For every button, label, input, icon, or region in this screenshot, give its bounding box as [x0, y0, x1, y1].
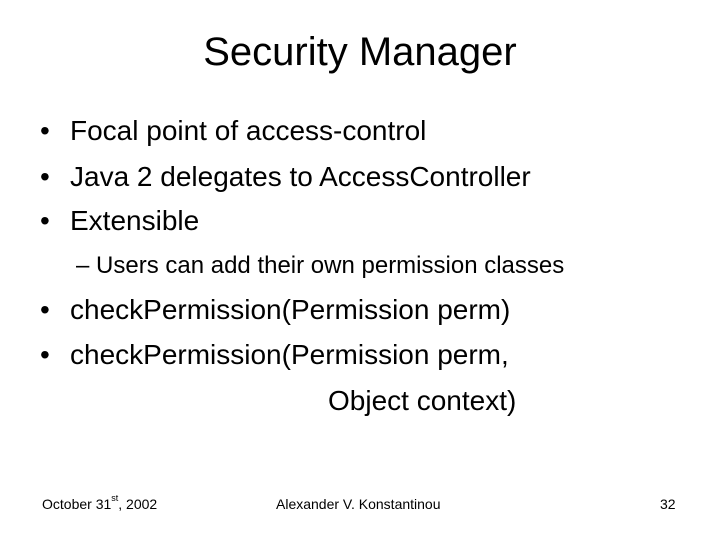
bullet-icon: •	[40, 115, 50, 146]
bullet-text: checkPermission(Permission perm,	[70, 339, 509, 370]
sub-bullet-text: Users can add their own permission classes	[96, 252, 565, 279]
slide-title: Security Manager	[203, 30, 517, 74]
bullet-continuation: Object context)	[328, 385, 517, 416]
footer-date-prefix: October 31	[42, 496, 112, 512]
footer-date	[42, 495, 157, 513]
bullet-text: Java 2 delegates to AccessController	[70, 161, 531, 192]
bullet-item	[40, 292, 510, 328]
footer-page-number: 32	[660, 496, 676, 512]
footer-author: Alexander V. Konstantinou	[276, 496, 441, 512]
bullet-text: checkPermission(Permission perm)	[70, 294, 511, 325]
sub-bullet-item	[76, 251, 564, 281]
bullet-text: Extensible	[70, 205, 200, 236]
bullet-item	[40, 159, 531, 195]
bullet-item	[40, 337, 509, 373]
footer-date-suffix: , 2002	[118, 496, 158, 512]
bullet-icon: •	[40, 339, 50, 370]
bullet-icon: •	[40, 294, 50, 325]
dash-icon: –	[76, 252, 90, 279]
bullet-text: Focal point of access-control	[70, 115, 427, 146]
footer-date-ordinal: st	[111, 493, 119, 504]
bullet-item	[40, 113, 426, 149]
bullet-item	[40, 203, 199, 239]
bullet-icon: •	[40, 205, 50, 236]
bullet-icon: •	[40, 161, 50, 192]
